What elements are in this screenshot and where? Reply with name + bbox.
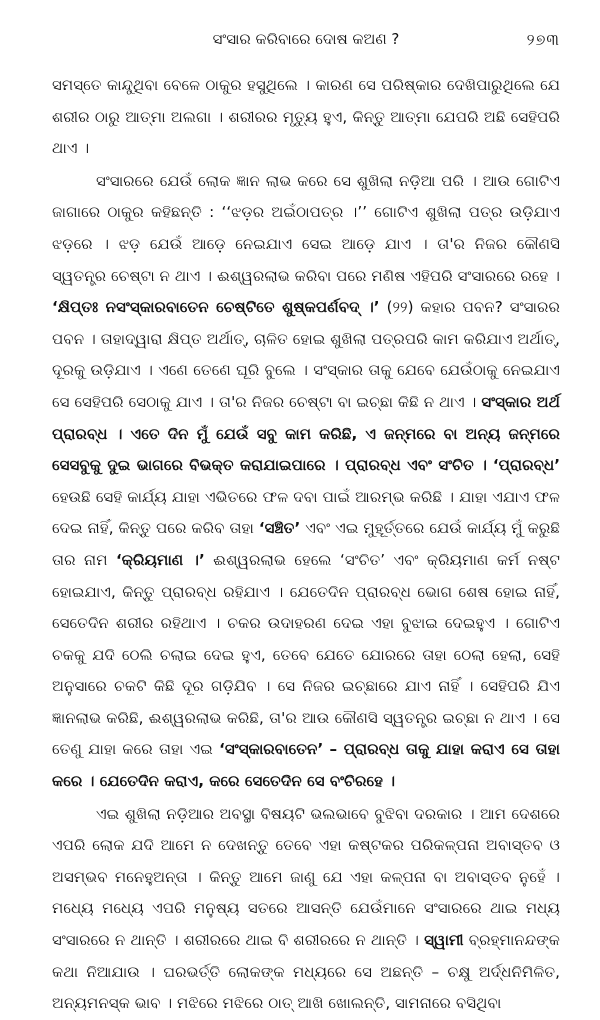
page-header: [52, 30, 560, 56]
bold-text-segment: ‘ସଞ୍ଚିତ’: [258, 519, 301, 538]
bold-text-segment: ‘କ୍ରିୟମାଣ ।’: [115, 550, 205, 569]
page-number: ୨୭୩: [526, 30, 560, 49]
bold-text-segment: ‘କ୍ଷିପ୍ତଃ ନସଂସ୍କାରବାତେନ ଚେଷ୍ଟିତେ ଶୁଷ୍କପର୍ଣବଦ୍ ।’: [52, 298, 380, 317]
text-segment: ସମସ୍ତେ କାନ୍ଦୁଥିବା ବେଳେ ଠାକୁର ହସୁଥିଲେ । କାରଣ ସେ ପରିଷ୍କାର ଦେଖିପାରୁଥିଲେ ଯେ ଶରୀର ଠାରୁ ଆତ୍ମା ଅଲଗା । ଶରୀରର ମୃତ୍ୟୁ ହୁଏ, କିନ୍ତୁ ଆତ୍ମା ଯେପରି ଅଛି ସେହିପରି ଥାଏ ।: [52, 76, 560, 158]
bold-text-segment: ‘ପ୍ରାରବ୍ଧ’: [492, 456, 561, 475]
text-segment: ବ୍ରହ୍ମାନନ୍ଦଙ୍କ କଥା ନିଆଯାଉ । ଘରଭର୍ତ୍ତି ଲୋକଙ୍କ ମଧ୍ୟରେ ସେ ଅଛନ୍ତି – ଚକ୍ଷୁ ଅର୍ଦ୍ଧନିମିଳିତ, ଅନ୍ୟମନସ୍କ ଭାବ । ମଝିରେ ମଝିରେ ଠାତ୍ ଆଖି ଖୋଲନ୍ତି, ସାମନାରେ ବସିଥିବା: [52, 931, 560, 1013]
paragraph: [52, 166, 560, 798]
bold-text-segment: ସଂସ୍କାର ଅର୍ଥ ପ୍ରାରବ୍ଧ । ଏତେ ଦିନ ମୁଁ ଯେଉଁ ସବୁ କାମ କରିଛି, ଏ ଜନ୍ମରେ ବା ଅନ୍ୟ ଜନ୍ମରେ ସେସବୁକୁ ଦୁଇ ଭାଗରେ ବିଭକ୍ତ କରାଯାଇପାରେ । ପ୍ରାରବ୍ଧ ଏବଂ ସଂଚିତ ।: [52, 392, 560, 475]
text-segment: ଏବଂ ଏଇ ମୁହୂର୍ତ୍ତରେ ଯେଉଁ କାର୍ଯ୍ୟ ମୁଁ କରୁଛି ତାର ନାମ: [52, 519, 560, 569]
page-body: [52, 70, 560, 1020]
running-title: ସଂସାର କରିବାରେ ଦୋଷ କଅଣ ?: [212, 30, 400, 48]
paragraph: [52, 799, 560, 1020]
text-segment: ହେଉଛି ସେହି କାର୍ଯ୍ୟ ଯାହା ଏଭିତରେ ଫଳ ଦବା ପାଇଁ ଆରମ୍ଭ କରିଛି । ଯାହା ଏଯାଏ ଫଳ ଦେଇ ନାହିଁ, କିନ୍ତୁ ପରେ କରିବ ତାହା: [52, 487, 560, 538]
text-segment: ସଂସାରରେ ଯେଉଁ ଲୋକ ଜ୍ଞାନ ଲାଭ କରେ ସେ ଶୁଖିଲା ନଡ଼ିଆ ପରି । ଆଉ ଗୋଟିଏ ଜାଗାରେ ଠାକୁର କହିଛନ୍ତି : ‘‘ଝଡ଼ର ଅଇଁଠାପତ୍ର ।’’ ଗୋଟିଏ ଶୁଖିଲା ପତ୍ର ଉଡ଼ିଯାଏ ଝଡ଼ରେ । ଝଡ଼ ଯେଉଁ ଆଡ଼େ ନେଇଯାଏ ସେଇ ଆଡ଼େ ଯାଏ । ତା'ର ନିଜର କୌଣସି ସ୍ୱତନ୍ତ୍ର ଚେଷ୍ଟା ନ ଥାଏ । ଈଶ୍ୱରଲାଭ କରିବା ପରେ ମଣିଷ ଏହିପରି ସଂସାରରେ ରହେ ।: [52, 171, 560, 285]
bold-text-segment: ‘ସଂସ୍କାରବାତେନ’: [219, 740, 324, 759]
bold-text-segment: – ପ୍ରାରବ୍ଧ ତାକୁ ଯାହା କରାଏ ସେ ତାହା କରେ । ଯେତେଦିନ କରାଏ, କରେ ସେତେଦିନ ସେ ବଂଚିରହେ ।: [52, 740, 560, 791]
text-segment: (୨୨) କହାର ପବନ? ସଂସାରର ପବନ । ତାହାଦ୍ୱାରା କ୍ଷିପ୍ତ ଅର୍ଥାତ୍, ଚାଳିତ ହୋଇ ଶୁଖିଲା ପତ୍ରପରି କାମ କରିଯାଏ ଅର୍ଥାତ୍, ଦୂରକୁ ଉଡ଼ିଯାଏ । ଏଣେ ତେଣେ ଘୂରି ବୁଲେ । ସଂସ୍କାର ତାକୁ ଯେବେ ଯେଉଁଠାକୁ ନେଇଯାଏ ସେ ସେହିପରି ସେଠାକୁ ଯାଏ । ତା'ର ନିଜର ଚେଷ୍ଟା ବା ଇଚ୍ଛା କିଛି ନ ଥାଏ ।: [52, 298, 560, 411]
paragraph: [52, 70, 560, 165]
bold-text-segment: ସ୍ୱାମୀ: [424, 931, 464, 950]
text-segment: ଏଇ ଶୁଖିଲା ନଡ଼ିଆର ଅବସ୍ଥା ବିଷୟଟି ଭଲଭାବେ ବୁଝିବା ଦରକାର । ଆମ ଦେଶରେ ଏପରି ଲୋକ ଯଦି ଆମେ ନ ଦେଖନ୍ତୁ ତେବେ ଏହା କଷ୍ଟକର ପରିକଳ୍ପନା ଅବାସ୍ତବ ଓ ଅସମ୍ଭବ ମନେହୁଅନ୍ତା । କିନ୍ତୁ ଆମେ ଜାଣୁ ଯେ ଏହା କଳ୍ପନା ବା ଅବାସ୍ତବ ନୁହେଁ । ମଧ୍ୟେ ମଧ୍ୟେ ଏପରି ମନୁଷ୍ୟ ସତରେ ଆସନ୍ତି ଯେଉଁମାନେ ସଂସାରରେ ଥାଇ ମଧ୍ୟ ସଂସାରରେ ନ ଥାନ୍ତି । ଶରୀରରେ ଥାଇ ବି ଶରୀରରେ ନ ଥାନ୍ତି ।: [52, 804, 560, 950]
text-segment: ଈଶ୍ୱରଲାଭ ହେଲେ ‘ସଂଚିତ’ ଏବଂ କ୍ରିୟମାଣ କର୍ମ ନଷ୍ଟ ହୋଇଯାଏ, କିନ୍ତୁ ପ୍ରାରବ୍ଧ ରହିଯାଏ । ଯେତେଦିନ ପ୍ରାରବ୍ଧ ଭୋଗ ଶେଷ ହୋଇ ନାହିଁ, ସେତେଦିନ ଶରୀର ରହିଥାଏ । ଚକର ଉଦାହରଣ ଦେଇ ଏହା ବୁଝାଇ ଦେଇହୁଏ । ଗୋଟିଏ ଚକକୁ ଯଦି ଠେଲି ଚଲାଇ ଦେଇ ହୁଏ, ତେବେ ଯେତେ ଯୋରରେ ତାହା ଠେଲା ହେଲା, ସେହି ଅନୁସାରେ ଚକଟି କିଛି ଦୂର ଗଡ଼ିଯିବ । ସେ ନିଜର ଇଚ୍ଛାରେ ଯାଏ ନାହିଁ । ସେହିପରି ଯିଏ ଜ୍ଞାନଲାଭ କରିଛି, ଈଶ୍ୱରଲାଭ କରିଛି, ତା'ର ଆଉ କୌଣସି ସ୍ୱତନ୍ତ୍ର ଇଚ୍ଛା ନ ଥାଏ । ସେ ତେଣୁ ଯାହା କରେ ତାହା ଏଇ: [52, 550, 560, 759]
